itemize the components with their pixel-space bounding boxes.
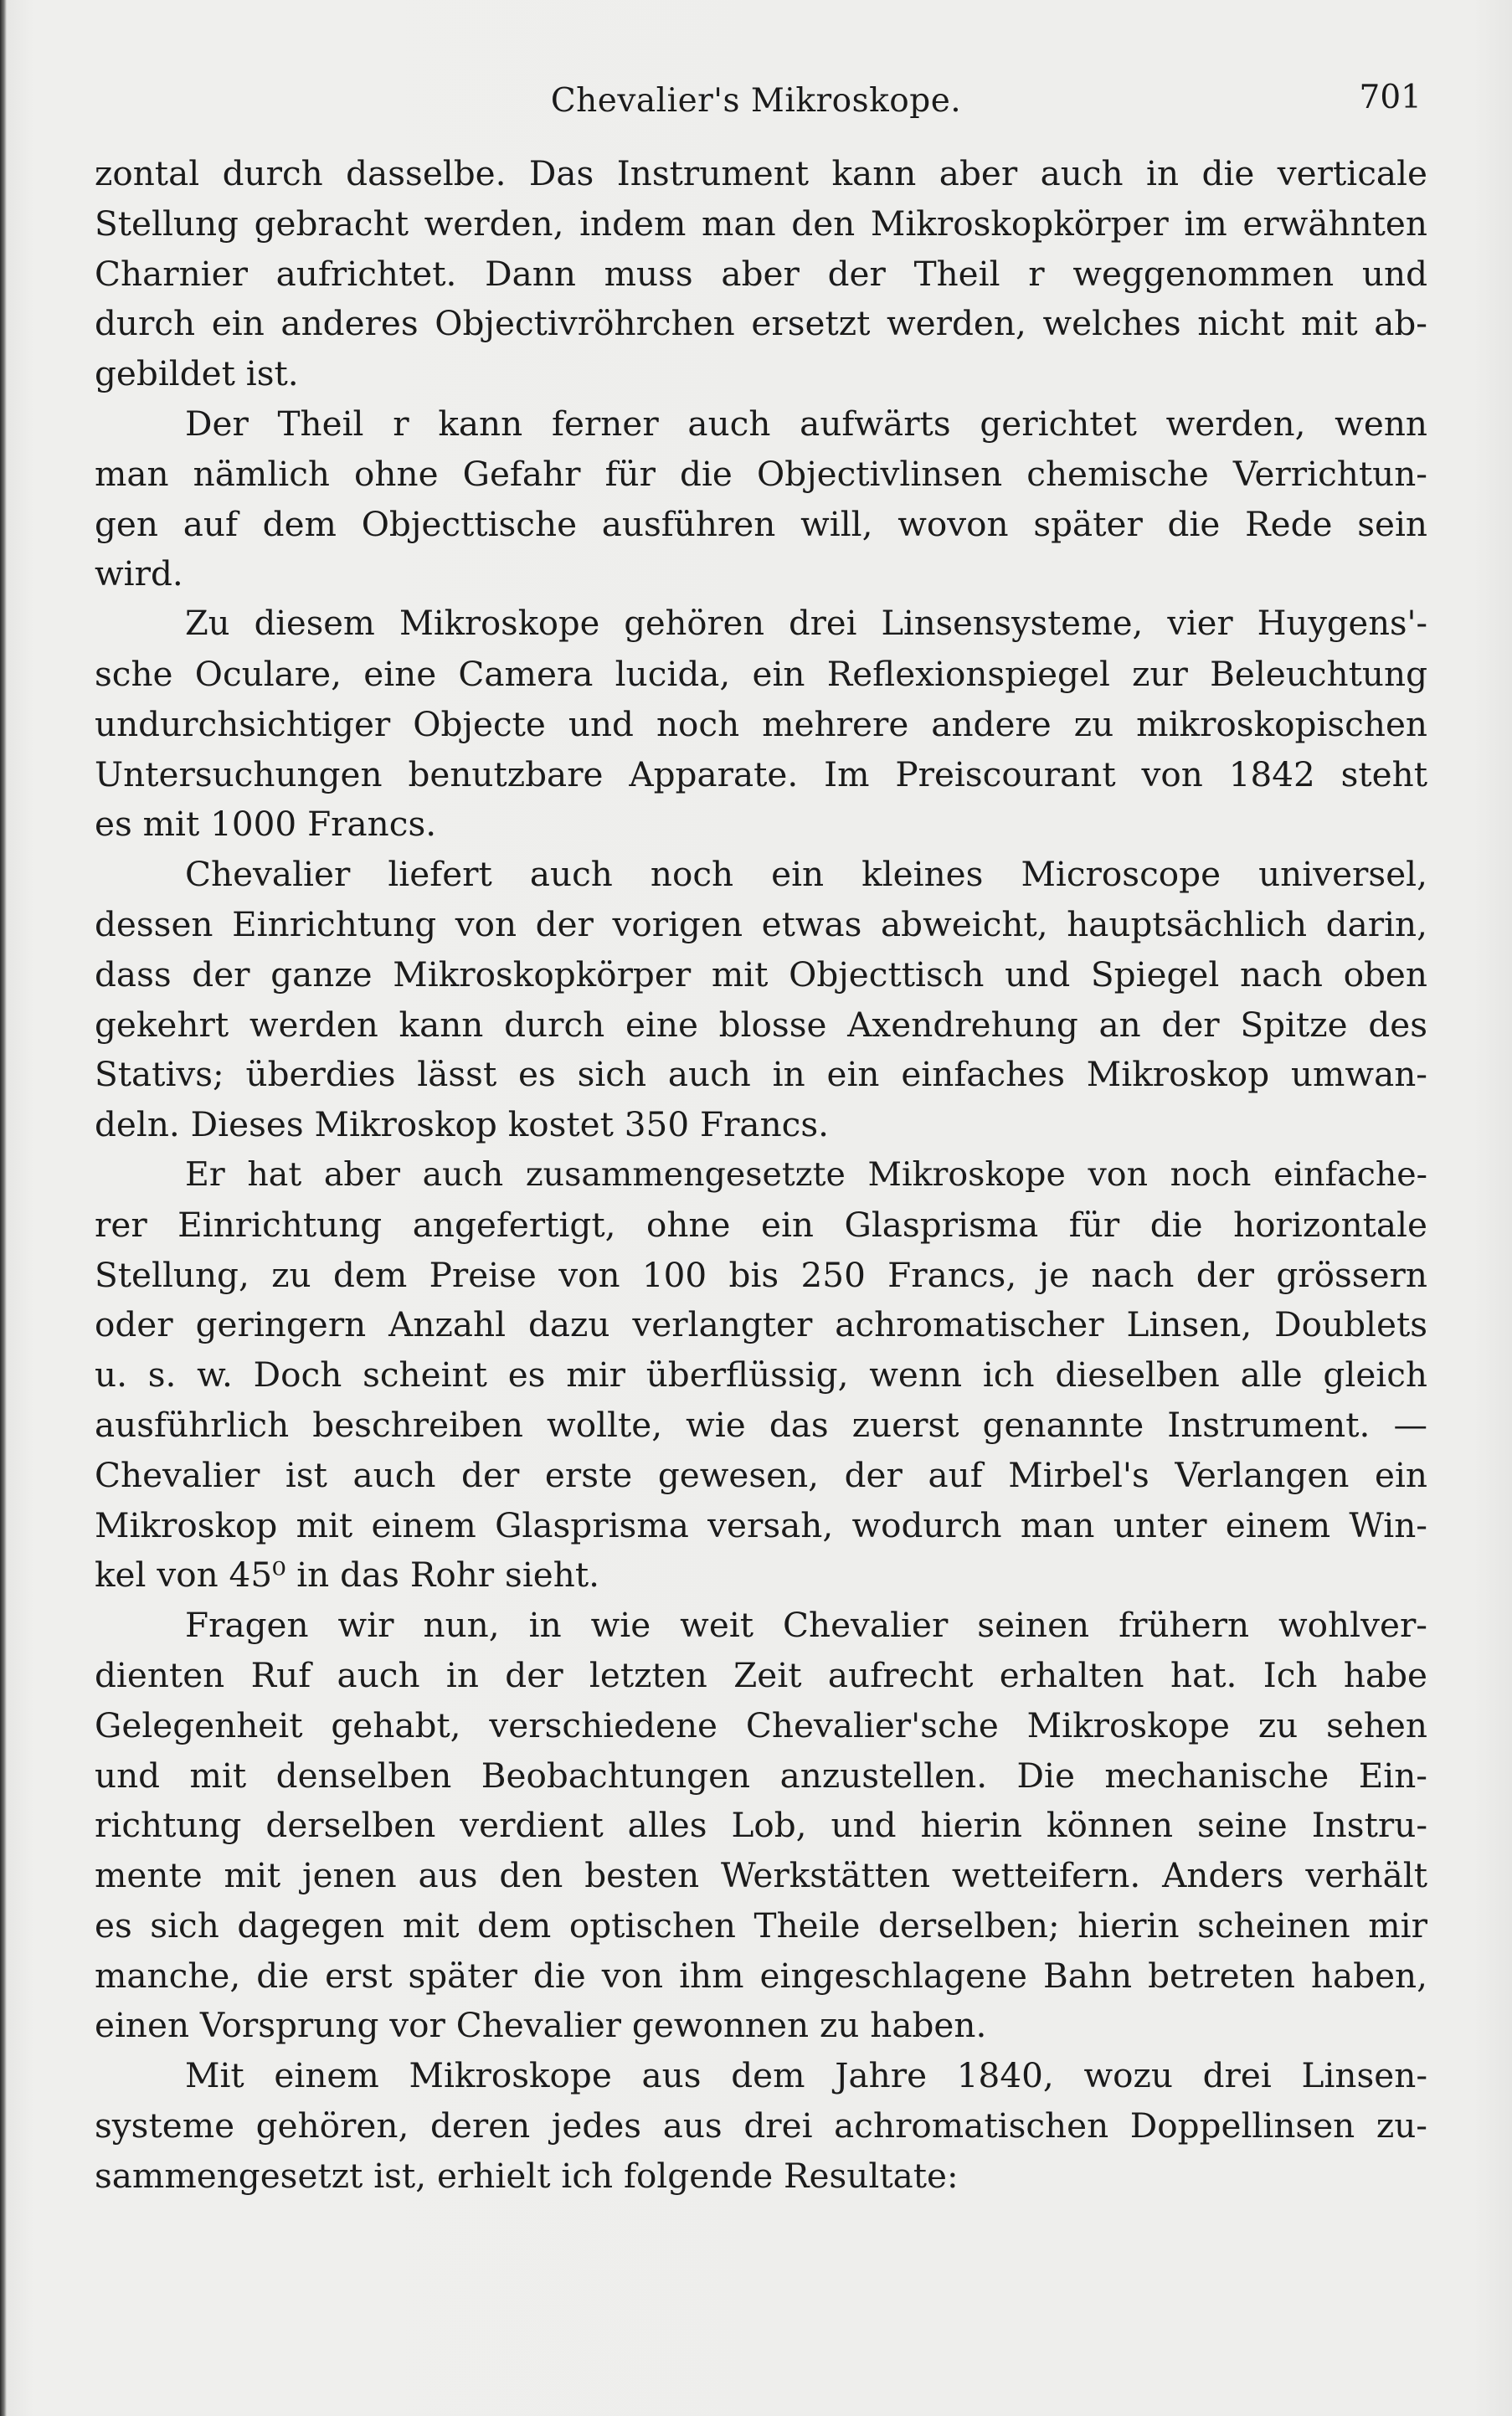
text-line: man nämlich ohne Gefahr für die Objectivlinsen chemische Verrichtun- — [95, 453, 1427, 494]
paragraph — [95, 149, 1427, 399]
text-line: rer Einrichtung angefertigt, ohne ein Glasprisma für die horizontale — [95, 1204, 1427, 1245]
text-line: durch ein anderes Objectivröhrchen ersetzt werden, welches nicht mit ab- — [95, 303, 1427, 344]
text-line: Mikroskop mit einem Glasprisma versah, wodurch man unter einem Win- — [95, 1504, 1427, 1545]
paragraph — [95, 2051, 1427, 2201]
text-line: Chevalier liefert auch noch ein kleines Microscope universel, — [185, 854, 1427, 895]
text-line: Fragen wir nun, in wie weit Chevalier seinen frühern wohlver- — [185, 1605, 1427, 1646]
paragraph — [95, 1601, 1427, 2051]
text-line: mente mit jenen aus den besten Werkstätten wetteifern. Anders verhält — [95, 1855, 1427, 1896]
page-number: 701 — [1359, 79, 1422, 116]
text-line: systeme gehören, deren jedes aus drei achromatischen Doppellinsen zu- — [95, 2105, 1427, 2146]
text-line: u. s. w. Doch scheint es mir überflüssig, wenn ich dieselben alle gleich — [95, 1355, 1427, 1396]
paragraph — [95, 1150, 1427, 1601]
text-line: sche Oculare, eine Camera lucida, ein Reflexionspiegel zur Beleuchtung — [95, 653, 1427, 694]
text-line: gen auf dem Objecttische ausführen will, wovon später die Rede sein — [95, 503, 1427, 544]
text-line: Gelegenheit gehabt, verschiedene Chevalier'sche Mikroskope zu sehen — [95, 1704, 1427, 1745]
text-line: einen Vorsprung vor Chevalier gewonnen zu haben. — [95, 2005, 987, 2046]
text-line: sammengesetzt ist, erhielt ich folgende Resultate: — [95, 2155, 959, 2196]
text-line: deln. Dieses Mikroskop kostet 350 Francs. — [95, 1104, 829, 1145]
text-line: Stativs; überdies lässt es sich auch in ein einfaches Mikroskop umwan- — [95, 1054, 1427, 1095]
paragraph — [95, 850, 1427, 1150]
text-line: Stellung, zu dem Preise von 100 bis 250 Francs, je nach der grössern — [95, 1254, 1427, 1295]
text-line: dessen Einrichtung von der vorigen etwas abweicht, hauptsächlich darin, — [95, 903, 1427, 944]
text-line: Chevalier ist auch der erste gewesen, der auf Mirbel's Verlangen ein — [95, 1454, 1427, 1495]
text-line: Mit einem Mikroskope aus dem Jahre 1840, wozu drei Linsen- — [185, 2055, 1427, 2096]
text-line: dass der ganze Mikroskopkörper mit Objecttisch und Spiegel nach oben — [95, 954, 1427, 995]
text-line: manche, die erst später die von ihm eingeschlagene Bahn betreten haben, — [95, 1955, 1427, 1996]
text-line: oder geringern Anzahl dazu verlangter achromatischer Linsen, Doublets — [95, 1304, 1427, 1345]
page-binding-shadow — [0, 0, 7, 2416]
running-title: Chevalier's Mikroskope. — [550, 82, 962, 120]
text-line: zontal durch dasselbe. Das Instrument kann aber auch in die verticale — [95, 153, 1427, 193]
text-line: wird. — [95, 553, 183, 594]
page-header — [0, 79, 1512, 132]
text-line: Zu diesem Mikroskope gehören drei Linsensysteme, vier Huygens'- — [185, 604, 1427, 644]
text-line: es mit 1000 Francs. — [95, 804, 437, 845]
text-line: gebildet ist. — [95, 353, 299, 394]
text-line: ausführlich beschreiben wollte, wie das zuerst genannte Instrument. — — [95, 1404, 1427, 1445]
text-line: gekehrt werden kann durch eine blosse Axendrehung an der Spitze des — [95, 1004, 1427, 1045]
text-line: undurchsichtiger Objecte und noch mehrere andere zu mikroskopischen — [95, 703, 1427, 744]
text-line: Untersuchungen benutzbare Apparate. Im Preiscourant von 1842 steht — [95, 753, 1427, 794]
text-line: dienten Ruf auch in der letzten Zeit aufrecht erhalten hat. Ich habe — [95, 1654, 1427, 1695]
text-line: es sich dagegen mit dem optischen Theile derselben; hierin scheinen mir — [95, 1905, 1427, 1946]
text-line: Der Theil r kann ferner auch aufwärts gerichtet werden, wenn — [185, 403, 1427, 444]
text-line: Stellung gebracht werden, indem man den Mikroskopkörper im erwähnten — [95, 203, 1427, 244]
body-text — [95, 149, 1427, 2202]
text-line: Er hat aber auch zusammengesetzte Mikroskope von noch einfache- — [185, 1154, 1427, 1194]
text-line: Charnier aufrichtet. Dann muss aber der Theil r weggenommen und — [95, 253, 1427, 294]
paragraph — [95, 399, 1427, 599]
text-line: und mit denselben Beobachtungen anzustellen. Die mechanische Ein- — [95, 1755, 1427, 1796]
text-line: richtung derselben verdient alles Lob, und hierin können seine Instru- — [95, 1805, 1427, 1846]
paragraph — [95, 599, 1427, 850]
text-line: kel von 45⁰ in das Rohr sieht. — [95, 1555, 599, 1596]
